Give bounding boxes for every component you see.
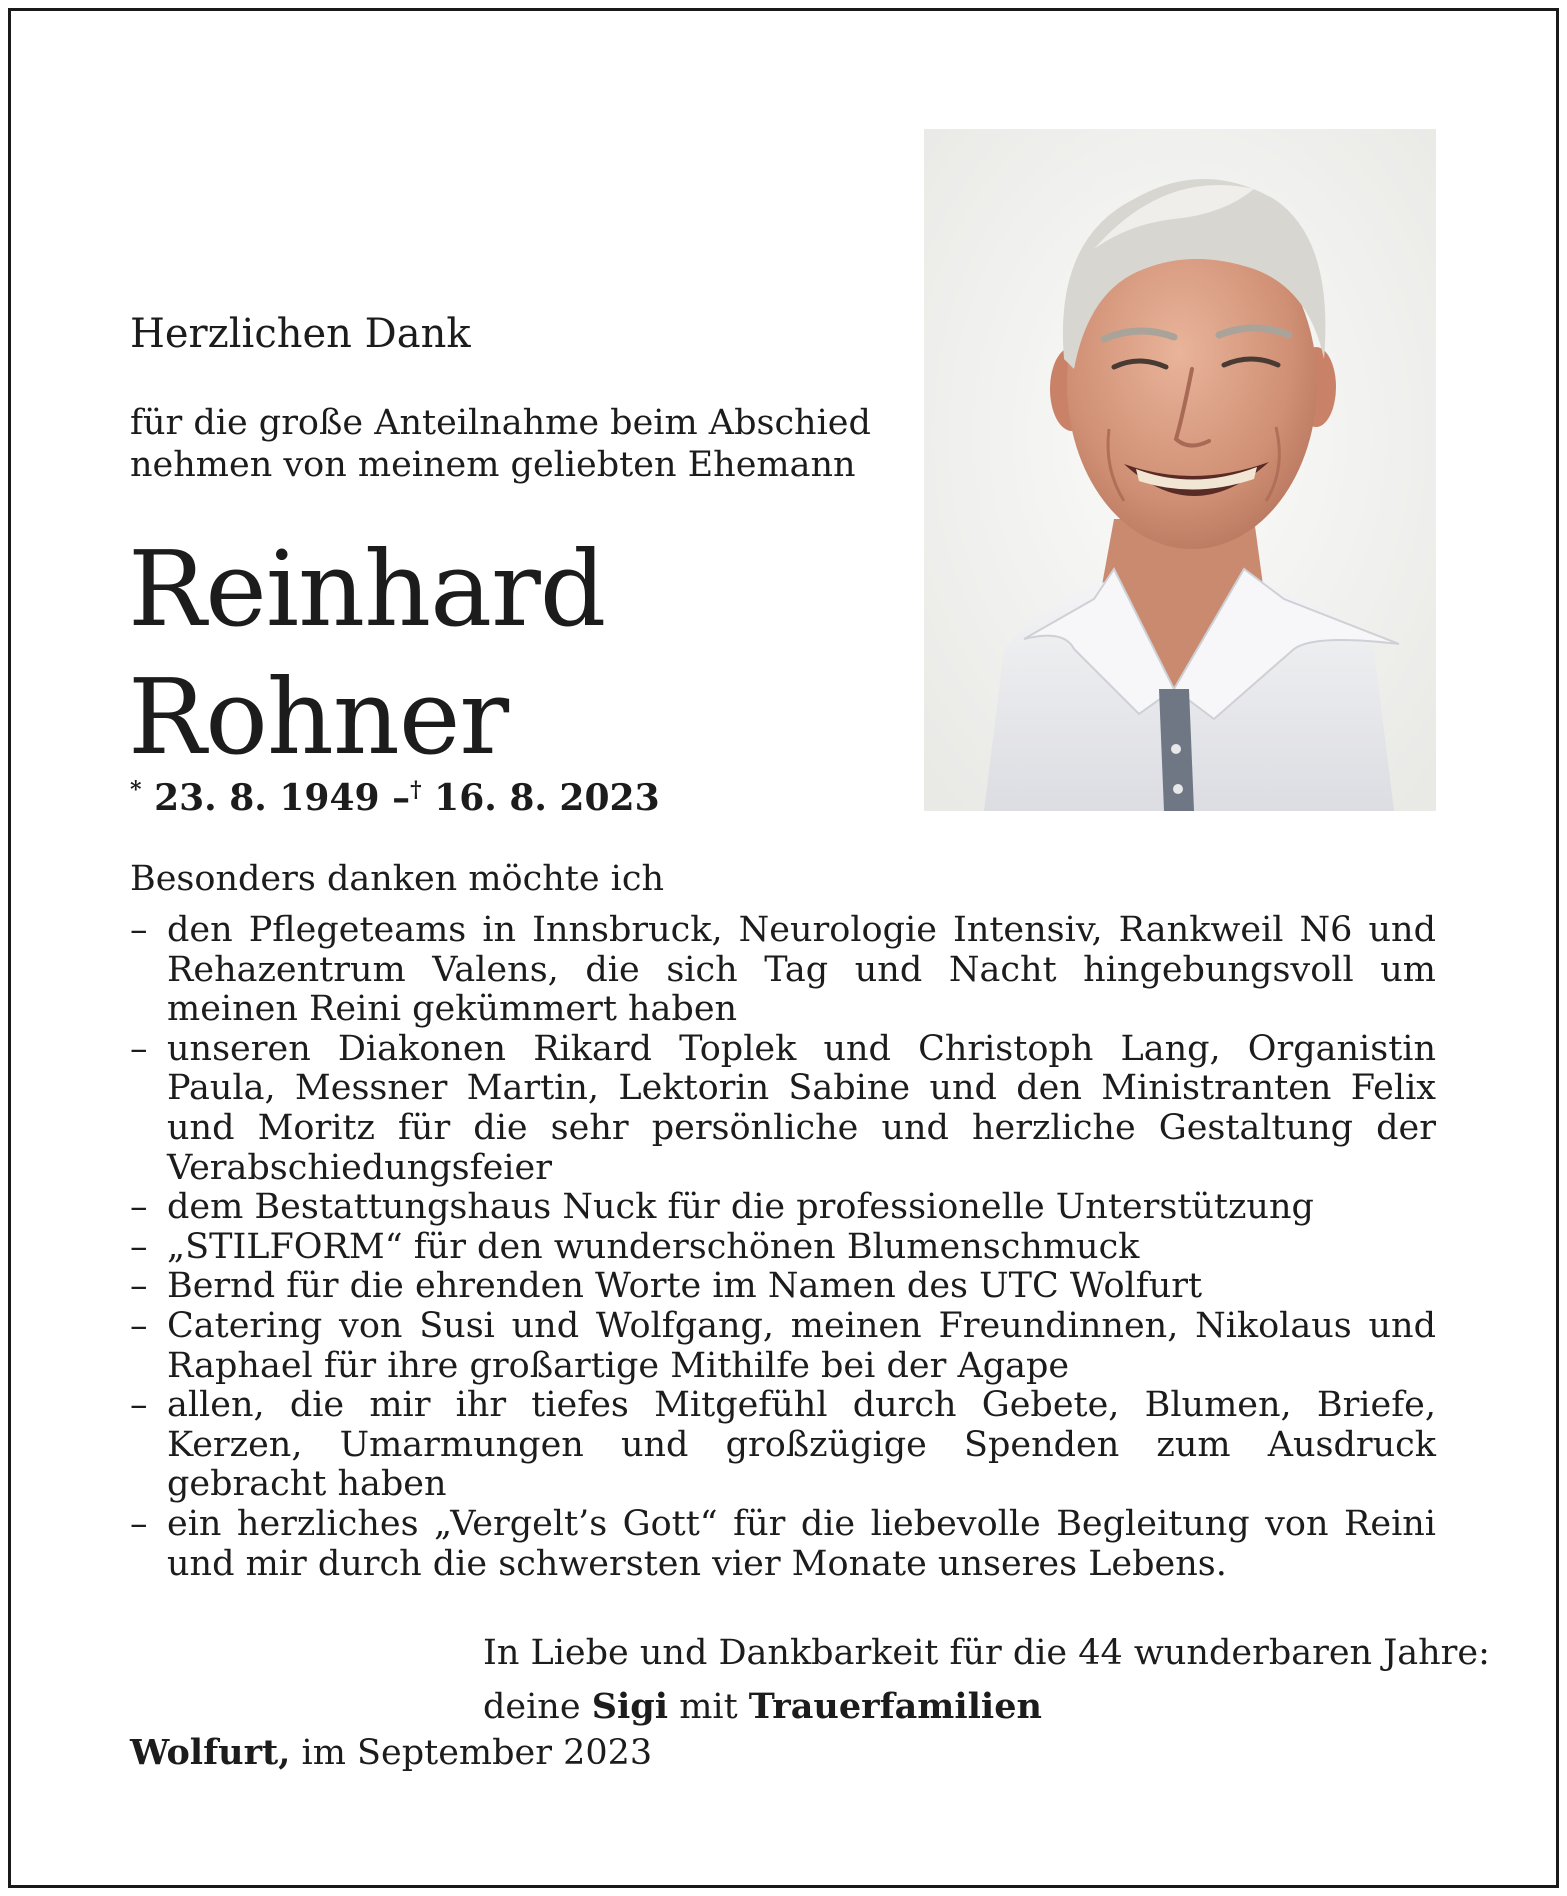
- family-name: Trauerfamilien: [748, 1686, 1042, 1727]
- closing-text: [483, 1626, 1490, 1734]
- list-item-text: unseren Diakonen Rikard Toplek und Christoph Lang, Organistin Paula, Messner Martin, Lektorin Sabine und den Ministranten Felix und Moritz für die sehr persönliche und herzliche Gestaltung der Verabschiedungsfeier: [167, 1028, 1436, 1188]
- list-item: [130, 1188, 1436, 1228]
- list-bullet: –: [130, 1187, 148, 1228]
- portrait-illustration: [924, 129, 1436, 811]
- closing-line-2: [483, 1680, 1490, 1734]
- list-bullet: –: [130, 1503, 148, 1544]
- thanks-list: [130, 911, 1436, 1584]
- notice-heading: Herzlichen Dank: [130, 311, 471, 357]
- deceased-name: [128, 525, 605, 781]
- list-item-text: allen, die mir ihr tiefes Mitgefühl durch Gebete, Blumen, Briefe, Kerzen, Umarmungen und großzügige Spenden zum Ausdruck gebracht haben: [167, 1385, 1436, 1505]
- list-item: [130, 911, 1436, 1030]
- birth-date: 23. 8. 1949: [154, 777, 380, 819]
- list-item: [130, 1307, 1436, 1386]
- list-bullet: –: [130, 910, 148, 950]
- intro-line-2: nehmen von meinem geliebten Ehemann: [130, 445, 856, 485]
- closing-prefix: deine: [483, 1687, 581, 1727]
- closing-line-1: In Liebe und Dankbarkeit für die 44 wunderbaren Jahre:: [483, 1633, 1490, 1673]
- list-item-text: „STILFORM“ für den wunderschönen Blumenschmuck: [167, 1226, 1140, 1267]
- list-item-text: dem Bestattungshaus Nuck für die professionelle Unterstützung: [167, 1187, 1314, 1228]
- list-bullet: –: [130, 1305, 148, 1346]
- list-bullet: –: [130, 1266, 148, 1307]
- place-date: im September 2023: [301, 1733, 653, 1773]
- life-dates: [130, 777, 660, 819]
- place-and-date: [130, 1732, 652, 1773]
- birth-symbol: *: [130, 777, 142, 803]
- list-item: [130, 1267, 1436, 1307]
- portrait-photo: [924, 129, 1436, 811]
- death-symbol: †: [410, 777, 422, 803]
- list-item-text: den Pflegeteams in Innsbruck, Neurologie Intensiv, Rankweil N6 und Rehazentrum Valens, die sich Tag und Nacht hingebungsvoll um meinen Reini gekümmert haben: [167, 910, 1436, 1030]
- list-item: [130, 1505, 1436, 1584]
- thanks-intro: Besonders danken möchte ich: [130, 859, 664, 899]
- intro-line-1: für die große Anteilnahme beim Abschied: [130, 403, 871, 443]
- list-item-text: Bernd für die ehrenden Worte im Namen des UTC Wolfurt: [167, 1266, 1203, 1307]
- list-bullet: –: [130, 1385, 148, 1426]
- list-item-text: ein herzliches „Vergelt’s Gott“ für die liebevolle Begleitung von Reini und mir durch die schwersten vier Monate unseres Lebens.: [167, 1503, 1436, 1584]
- intro-text: [130, 402, 890, 486]
- death-date: 16. 8. 2023: [434, 777, 660, 819]
- place-town: Wolfurt,: [130, 1732, 291, 1773]
- list-item: [130, 1386, 1436, 1505]
- signer-name: Sigi: [591, 1686, 669, 1727]
- first-name: Reinhard: [128, 528, 606, 650]
- last-name: Rohner: [128, 656, 509, 778]
- list-item: [130, 1228, 1436, 1268]
- list-bullet: –: [130, 1028, 148, 1069]
- list-item-text: Catering von Susi und Wolfgang, meinen Freundinnen, Nikolaus und Raphael für ihre großartige Mithilfe bei der Agape: [167, 1305, 1436, 1386]
- list-bullet: –: [130, 1226, 148, 1267]
- list-item: [130, 1030, 1436, 1188]
- date-separator: –: [392, 777, 411, 819]
- closing-middle: mit: [679, 1687, 738, 1727]
